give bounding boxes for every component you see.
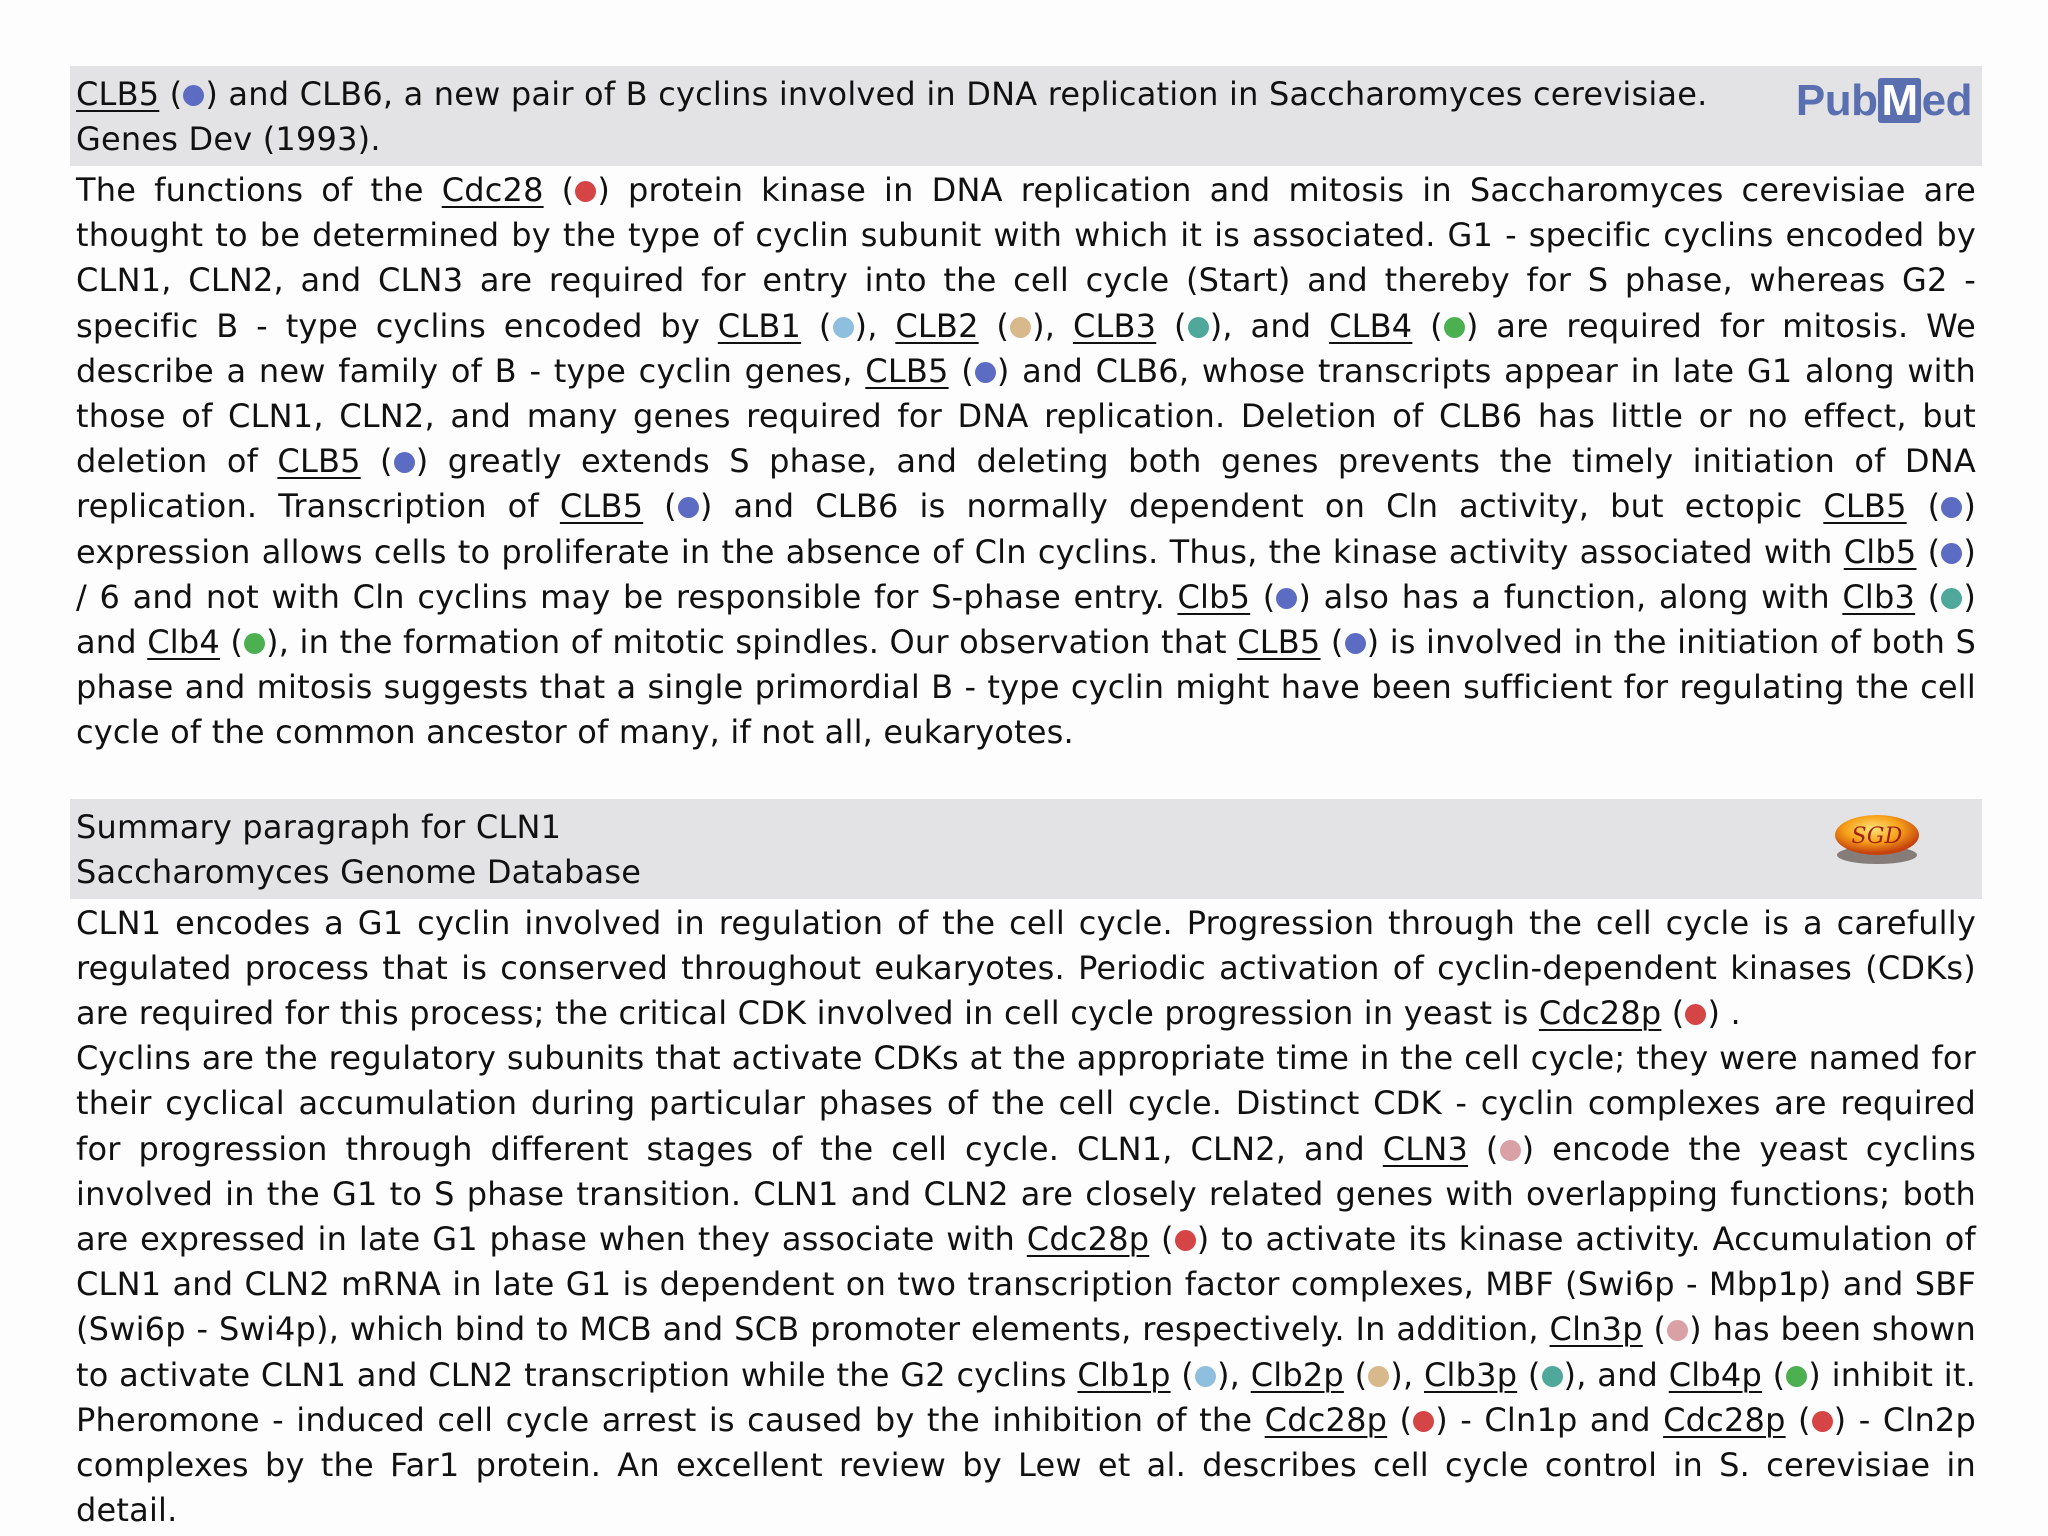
pubmed-logo-icon[interactable]: PubMed [1795,76,1972,125]
color-dot-icon [394,452,415,473]
color-dot-icon [1667,1320,1688,1341]
text-segment: - Cln2p complexes by the Far1 protein. An excellent review by Lew et al. describes cell cycle control in S. cerevisiae in detail. [76,1400,1977,1530]
color-dot-icon [1786,1366,1807,1387]
svg-text:SGD: SGD [1851,823,1903,849]
color-dot-icon [183,85,204,106]
gene-link-clb4p[interactable]: Clb4p [1668,1355,1762,1394]
gene-link-clb5[interactable]: CLB5 [865,351,949,390]
gene-link-clb5[interactable]: CLB5 [1237,623,1321,662]
text-segment: to activate its kinase activity. Accumulation of CLN1 and CLN2 mRNA in late G1 is dependent on two transcription factor complexes, MBF (Swi6p - Mbp1p) and SBF (Swi6p - Swi4p), which bind to MCB and SCB promoter elements, respectively. In addition, [76,1220,1977,1349]
color-dot-icon [1413,1411,1434,1432]
color-dot-icon [1010,317,1031,338]
color-dot-icon [833,317,854,338]
gene-link-clb4[interactable]: Clb4 [147,623,220,662]
text-segment: expression allows cells to proliferate in the absence of Cln cyclins. Thus, the kinase activity associated with [76,532,1844,571]
gene-link-clb2[interactable]: CLB2 [895,306,979,345]
color-dot-icon [1941,543,1962,564]
gene-link-clb3p[interactable]: Clb3p [1423,1355,1518,1394]
gene-link-clb5[interactable]: Clb5 [1843,532,1917,571]
gene-link-clb5[interactable]: CLB5 [1823,487,1907,526]
text-segment: , and [1222,306,1330,345]
gene-link-cdc28p[interactable]: Cdc28p [1026,1220,1150,1259]
gene-link-clb5[interactable]: Clb5 [1177,577,1251,616]
text-segment: , in the formation of mitotic spindles. Our observation that [278,623,1238,662]
color-dot-icon [1195,1366,1216,1387]
text-segment: . [1720,994,1741,1033]
gene-link-clb1[interactable]: CLB1 [717,306,802,345]
text-segment: encode the yeast cyclins involved in the G1 to S phase transition. CLN1 and CLN2 are closely related genes with overlapping functions; both are expressed in late G1 phase when they associate with [76,1129,1977,1259]
gene-link-clb3[interactable]: Clb3 [1842,577,1916,616]
text-segment: CLN1 encodes a G1 cyclin involved in regulation of the cell cycle. Progression through the cell cycle is a carefully regulated process that is conserved throughout eukaryotes. Periodic activation of cyclin-dependent kinases (CDKs) are required for this process; the critical CDK involved in cell cycle progression in yeast is [76,903,1976,1033]
text-segment: , [867,306,896,345]
gene-link-clb5[interactable]: CLB5 [559,487,644,526]
summary-body [70,899,1982,1534]
gene-link-cln3[interactable]: CLN3 [1382,1129,1469,1168]
text-segment: , [1044,306,1073,345]
color-dot-icon [678,497,699,518]
text-segment: , [1402,1355,1424,1394]
color-dot-icon [1941,497,1962,518]
gene-link-clb4[interactable]: CLB4 [1329,306,1413,345]
abstract-paragraph: The functions of the Cdc28 ( ) protein kinase in DNA replication and mitosis in Saccharomyces cerevisiae are thought to be determined by the type of cyclin subunit with which it is associated. G1 - specific cyclins encoded by CLN1, CLN2, and CLN3 are required for entry into the cell cycle (Start) and thereby for S phase, whereas G2 - specific B - type cyclins encoded by CLB1 ( ), CLB2 ( ), CLB3 ( ), and CLB4 ( ) are required for mitosis. We describe a new family of B - type cyclin genes, CLB5 ( ) and CLB6, whose transcripts appear in late G1 along with those of CLN1, CLN2, and many genes required for DNA replication. Deletion of CLB6 has little or no effect, but deletion of CLB5 ( ) greatly extends S phase, and deleting both genes prevents the timely initiation of DNA replication. Transcription of CLB5 ( ) and CLB6 is normally dependent on Cln activity, but ectopic CLB5 ( ) expression allows cells to proliferate in the absence of Cln cyclins. Thus, the kinase activity associated with Clb5 ( ) / 6 and not with Cln cyclins may be responsible for S-phase entry. Clb5 ( ) also has a function, along with Clb3 ( ) and Clb4 ( ), in the formation of mitotic spindles. Our observation that CLB5 ( ) is involved in the initiation of both S phase and mitosis suggests that a single primordial B - type cyclin might have been sufficient for regulating the cell cycle of the common ancestor of many, if not all, eukaryotes. [76,171,1977,752]
color-dot-icon [1444,317,1465,338]
text-segment: protein kinase in DNA replication and mitosis in Saccharomyces cerevisiae are thought to be determined by the type of cyclin subunit with which it is associated. G1 - specific cyclins encoded by CLN1, CLN2, and CLN3 are required for entry into the cell cycle (Start) and thereby for S phase, whereas G2 - specific B - type cyclins encoded by [76,171,1976,345]
text-segment: , [1229,1355,1251,1394]
text-segment: / 6 and not with Cln cyclins may be responsible for S-phase entry. [76,577,1178,616]
gene-link-cdc28p[interactable]: Cdc28p [1538,994,1662,1033]
text-segment: and CLB6 is normally dependent on Cln activity, but ectopic [712,487,1824,526]
gene-link-clb3[interactable]: CLB3 [1072,306,1157,345]
color-dot-icon [1812,1411,1833,1432]
text-segment: also has a function, along with [1311,577,1843,616]
color-dot-icon [1500,1140,1521,1161]
gene-link-cdc28[interactable]: Cdc28 [441,171,544,209]
summary-paragraph-1: CLN1 encodes a G1 cyclin involved in regulation of the cell cycle. Progression through the cell cycle is a carefully regulated process that is conserved throughout eukaryotes. Periodic activation of cyclin-dependent kinases (CDKs) are required for this process; the critical CDK involved in cell cycle progression in yeast is Cdc28p ( ) . [76,903,1976,1033]
color-dot-icon [575,181,596,202]
text-segment: and [76,623,148,662]
gene-link-cdc28p[interactable]: Cdc28p [1264,1400,1388,1439]
color-dot-icon [1685,1004,1706,1025]
color-dot-icon [1368,1366,1389,1387]
text-segment: Cyclins are the regulatory subunits that activate CDKs at the appropriate time in the cell cycle; they were named for their cyclical accumulation during particular phases of the cell cycle. Distinct CDK - cyclin complexes are required for progression through different stages of the cell cycle. CLN1, CLN2, and [76,1039,1976,1168]
gene-link-clb2p[interactable]: Clb2p [1250,1355,1344,1394]
article-header [70,66,1982,166]
text-segment: are required for mitosis. We describe a new family of B - type cyclin genes, [76,306,1976,390]
gene-link-clb5[interactable]: CLB5 [277,442,361,481]
gene-link-cln3p[interactable]: Cln3p [1549,1310,1643,1349]
article-source: Genes Dev (1993). [76,120,381,158]
article-title: CLB5 ( ) and CLB6, a new pair of B cyclins involved in DNA replication in Saccharomyces cerevisiae. [76,75,1708,113]
text-segment: has been shown to activate CLN1 and CLN2 transcription while the G2 cyclins [76,1310,1977,1394]
color-dot-icon [1542,1366,1563,1387]
summary-paragraph-2: Cyclins are the regulatory subunits that activate CDKs at the appropriate time in the cell cycle; they were named for their cyclical accumulation during particular phases of the cell cycle. Distinct CDK - cyclin complexes are required for progression through different stages of the cell cycle. CLN1, CLN2, and CLN3 ( ) encode the yeast cyclins involved in the G1 to S phase transition. CLN1 and CLN2 are closely related genes with overlapping functions; both are expressed in late G1 phase when they associate with Cdc28p ( ) to activate its kinase activity. Accumulation of CLN1 and CLN2 mRNA in late G1 is dependent on two transcription factor complexes, MBF (Swi6p - Mbp1p) and SBF (Swi6p - Swi4p), which bind to MCB and SCB promoter elements, respectively. In addition, Cln3p ( ) has been shown to activate CLN1 and CLN2 transcription while the G2 cyclins Clb1p ( ), Clb2p ( ), Clb3p ( ), and Clb4p ( ) inhibit it. Pheromone - induced cell cycle arrest is caused by the inhibition of the Cdc28p ( ) - Cln1p and Cdc28p ( ) - Cln2p complexes by the Far1 protein. An excellent review by Lew et al. describes cell cycle control in S. cerevisiae in detail. [76,1039,1977,1530]
gene-link-clb5-title[interactable]: CLB5 [76,75,160,113]
color-dot-icon [1188,317,1209,338]
text-segment: The functions of the [76,171,442,209]
color-dot-icon [1345,633,1366,654]
color-dot-icon [1276,588,1297,609]
text-segment: greatly extends S phase, and deleting both genes prevents the timely initiation of DNA replication. Transcription of [76,442,1976,526]
gene-link-cdc28p[interactable]: Cdc28p [1663,1400,1786,1439]
text-segment: , and [1576,1355,1669,1394]
gene-link-clb1p[interactable]: Clb1p [1077,1355,1171,1394]
color-dot-icon [1941,588,1962,609]
summary-title: Summary paragraph for CLN1 [76,807,562,846]
text-segment: and CLB6, whose transcripts appear in late G1 along with those of CLN1, CLN2, and many genes required for DNA replication. Deletion of CLB6 has little or no effect, but deletion of [76,351,1977,481]
summary-header [70,799,1982,899]
color-dot-icon [1175,1230,1196,1251]
content-page [70,66,1982,1533]
text-segment: - Cln1p and [1447,1400,1664,1439]
color-dot-icon [244,633,265,654]
summary-source: Saccharomyces Genome Database [76,852,642,891]
sgd-logo-icon[interactable] [1827,807,1922,869]
text-segment: inhibit it. Pheromone - induced cell cycle arrest is caused by the inhibition of the [76,1355,1976,1439]
text-segment: is involved in the initiation of both S phase and mitosis suggests that a single primordial B - type cyclin might have been sufficient for regulating the cell cycle of the common ancestor of many, if not all, eukaryotes. [76,623,1976,752]
color-dot-icon [975,362,996,383]
article-abstract [70,166,1982,756]
